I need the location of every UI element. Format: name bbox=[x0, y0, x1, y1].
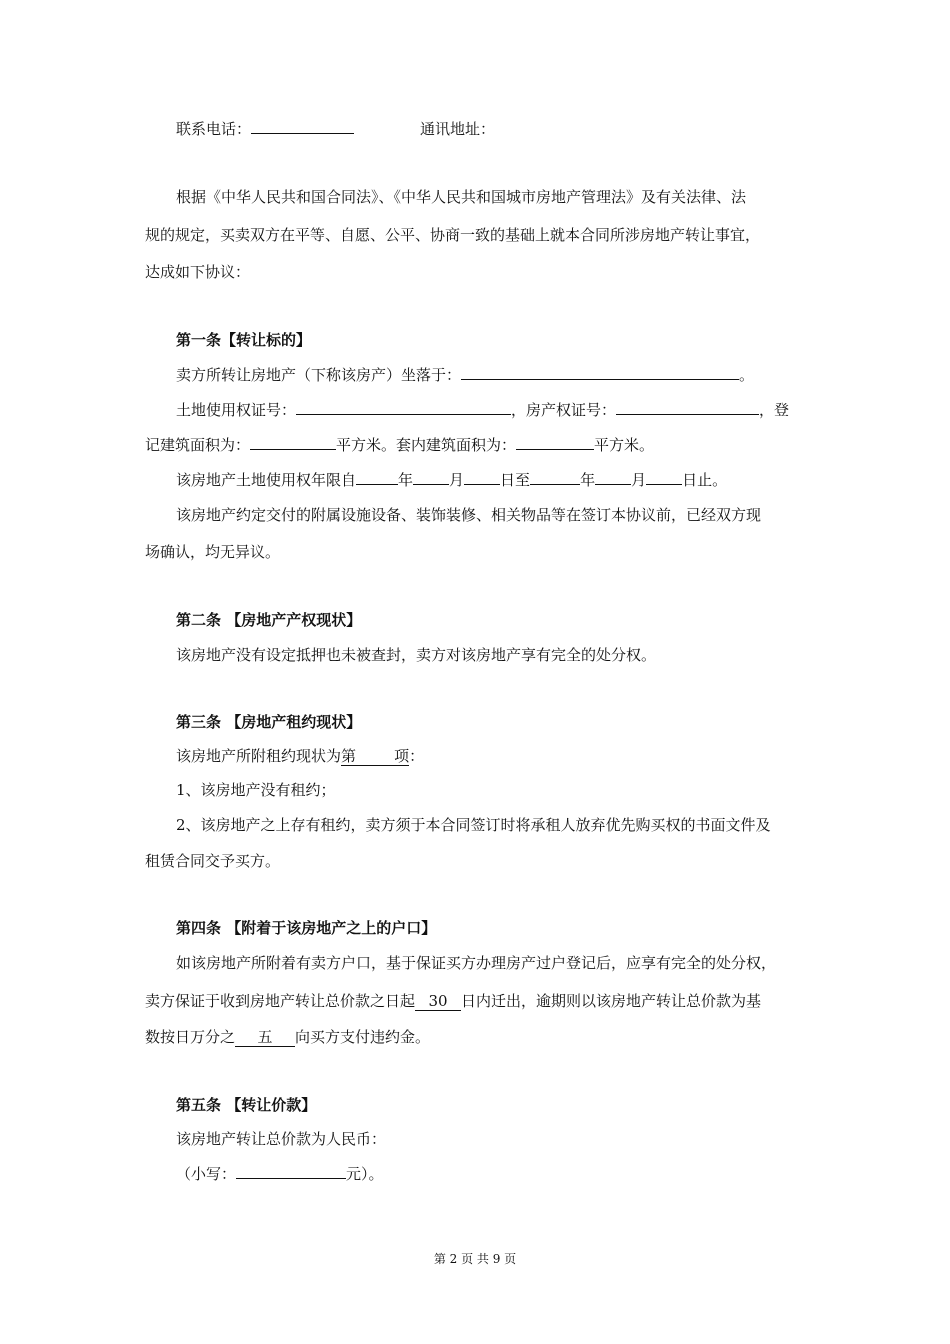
address-label: 通讯地址： bbox=[420, 120, 496, 138]
term-label: 该房地产土地使用权年限自 bbox=[176, 471, 357, 489]
move-out-continuation: 日内迁出，逾期则以该房地产转让总价款为基 bbox=[461, 992, 762, 1010]
month2-label: 月 bbox=[631, 471, 647, 489]
article-1-certificates bbox=[176, 399, 789, 420]
contact-line bbox=[176, 118, 495, 139]
intro-line-1: 根据《中华人民共和国合同法》、《中华人民共和国城市房地产管理法》及有关法律、法 bbox=[176, 188, 747, 206]
end-year-blank[interactable] bbox=[530, 469, 580, 485]
article-4-line-1: 如该房地产所附着有卖方户口，基于保证买方办理房产过户登记后，应享有完全的处分权， bbox=[176, 954, 777, 972]
article-4-heading: 第四条 【附着于该房地产之上的户口】 bbox=[176, 919, 437, 937]
article-1-heading: 第一条【转让标的】 bbox=[176, 331, 312, 349]
article-5-heading: 第五条 【转让价款】 bbox=[176, 1096, 317, 1114]
article-5-amount bbox=[176, 1163, 384, 1184]
penalty-label: 数按日万分之 bbox=[145, 1028, 236, 1046]
article-4-line-2 bbox=[145, 991, 761, 1011]
year-label: 年 bbox=[398, 471, 414, 489]
building-area-label: 记建筑面积为： bbox=[145, 436, 251, 454]
lease-status-label: 该房地产所附租约现状为 bbox=[176, 747, 342, 765]
phone-label: 联系电话： bbox=[176, 120, 252, 138]
article-4-line-3 bbox=[145, 1027, 430, 1047]
inner-area-unit: 平方米。 bbox=[594, 436, 655, 454]
article-2-text: 该房地产没有设定抵押也未被查封，卖方对该房地产享有完全的处分权。 bbox=[176, 646, 657, 664]
article-1-location bbox=[176, 364, 754, 385]
end-month-blank[interactable] bbox=[595, 469, 631, 485]
intro-line-3: 达成如下协议： bbox=[145, 263, 251, 281]
article-1-area bbox=[145, 434, 654, 455]
cert-continuation: ，登 bbox=[759, 401, 790, 419]
penalty-rate[interactable]: 五 bbox=[235, 1028, 295, 1047]
article-1-facilities-line-1: 该房地产约定交付的附属设施设备、装饰装修、相关物品等在签订本协议前，已经双方现 bbox=[176, 506, 762, 524]
article-5-price-text: 该房地产转让总价款为人民币： bbox=[176, 1130, 387, 1148]
property-cert-blank[interactable] bbox=[616, 399, 759, 415]
location-label: 卖方所转让房地产（下称该房产）坐落于： bbox=[176, 366, 462, 384]
move-out-label: 卖方保证于收到房地产转让总价款之日起 bbox=[145, 992, 416, 1010]
move-out-days[interactable]: 30 bbox=[415, 992, 461, 1011]
article-3-item-2-line-1: 2、该房地产之上存有租约，卖方须于本合同签订时将承租人放弃优先购买权的书面文件及 bbox=[176, 816, 771, 834]
inner-area-label: 平方米。套内建筑面积为： bbox=[336, 436, 517, 454]
land-cert-label: 土地使用权证号： bbox=[176, 401, 297, 419]
start-year-blank[interactable] bbox=[356, 469, 398, 485]
article-3-item-1: 1、该房地产没有租约； bbox=[176, 781, 336, 799]
location-end: 。 bbox=[739, 366, 755, 384]
building-area-blank[interactable] bbox=[250, 434, 336, 450]
lease-status-colon: ： bbox=[409, 747, 425, 765]
property-cert-label: ，房产权证号： bbox=[511, 401, 617, 419]
start-day-blank[interactable] bbox=[464, 469, 500, 485]
year2-label: 年 bbox=[580, 471, 596, 489]
inner-area-blank[interactable] bbox=[516, 434, 594, 450]
amount-label: （小写： bbox=[176, 1165, 237, 1183]
lease-item-blank[interactable]: 第 项 bbox=[341, 747, 410, 765]
phone-blank[interactable] bbox=[251, 118, 354, 134]
month-label: 月 bbox=[449, 471, 465, 489]
article-3-item-2-line-2: 租赁合同交予买方。 bbox=[145, 852, 281, 870]
term-end: 日止。 bbox=[682, 471, 728, 489]
article-3-heading: 第三条 【房地产租约现状】 bbox=[176, 713, 362, 731]
penalty-continuation: 向买方支付违约金。 bbox=[295, 1028, 431, 1046]
location-blank[interactable] bbox=[461, 364, 739, 380]
article-3-lease-status bbox=[176, 746, 424, 766]
land-cert-blank[interactable] bbox=[296, 399, 511, 415]
page-footer: 第 2 页 共 9 页 bbox=[433, 1252, 517, 1266]
end-day-blank[interactable] bbox=[646, 469, 682, 485]
article-1-term bbox=[176, 469, 727, 490]
amount-unit: 元）。 bbox=[346, 1165, 384, 1183]
intro-line-2: 规的规定，买卖双方在平等、自愿、公平、协商一致的基础上就本合同所涉房地产转让事宜， bbox=[145, 226, 761, 244]
day-to-label: 日至 bbox=[500, 471, 531, 489]
amount-blank[interactable] bbox=[236, 1163, 346, 1179]
start-month-blank[interactable] bbox=[413, 469, 449, 485]
article-2-heading: 第二条 【房地产产权现状】 bbox=[176, 611, 362, 629]
article-1-facilities-line-2: 场确认，均无异议。 bbox=[145, 543, 281, 561]
